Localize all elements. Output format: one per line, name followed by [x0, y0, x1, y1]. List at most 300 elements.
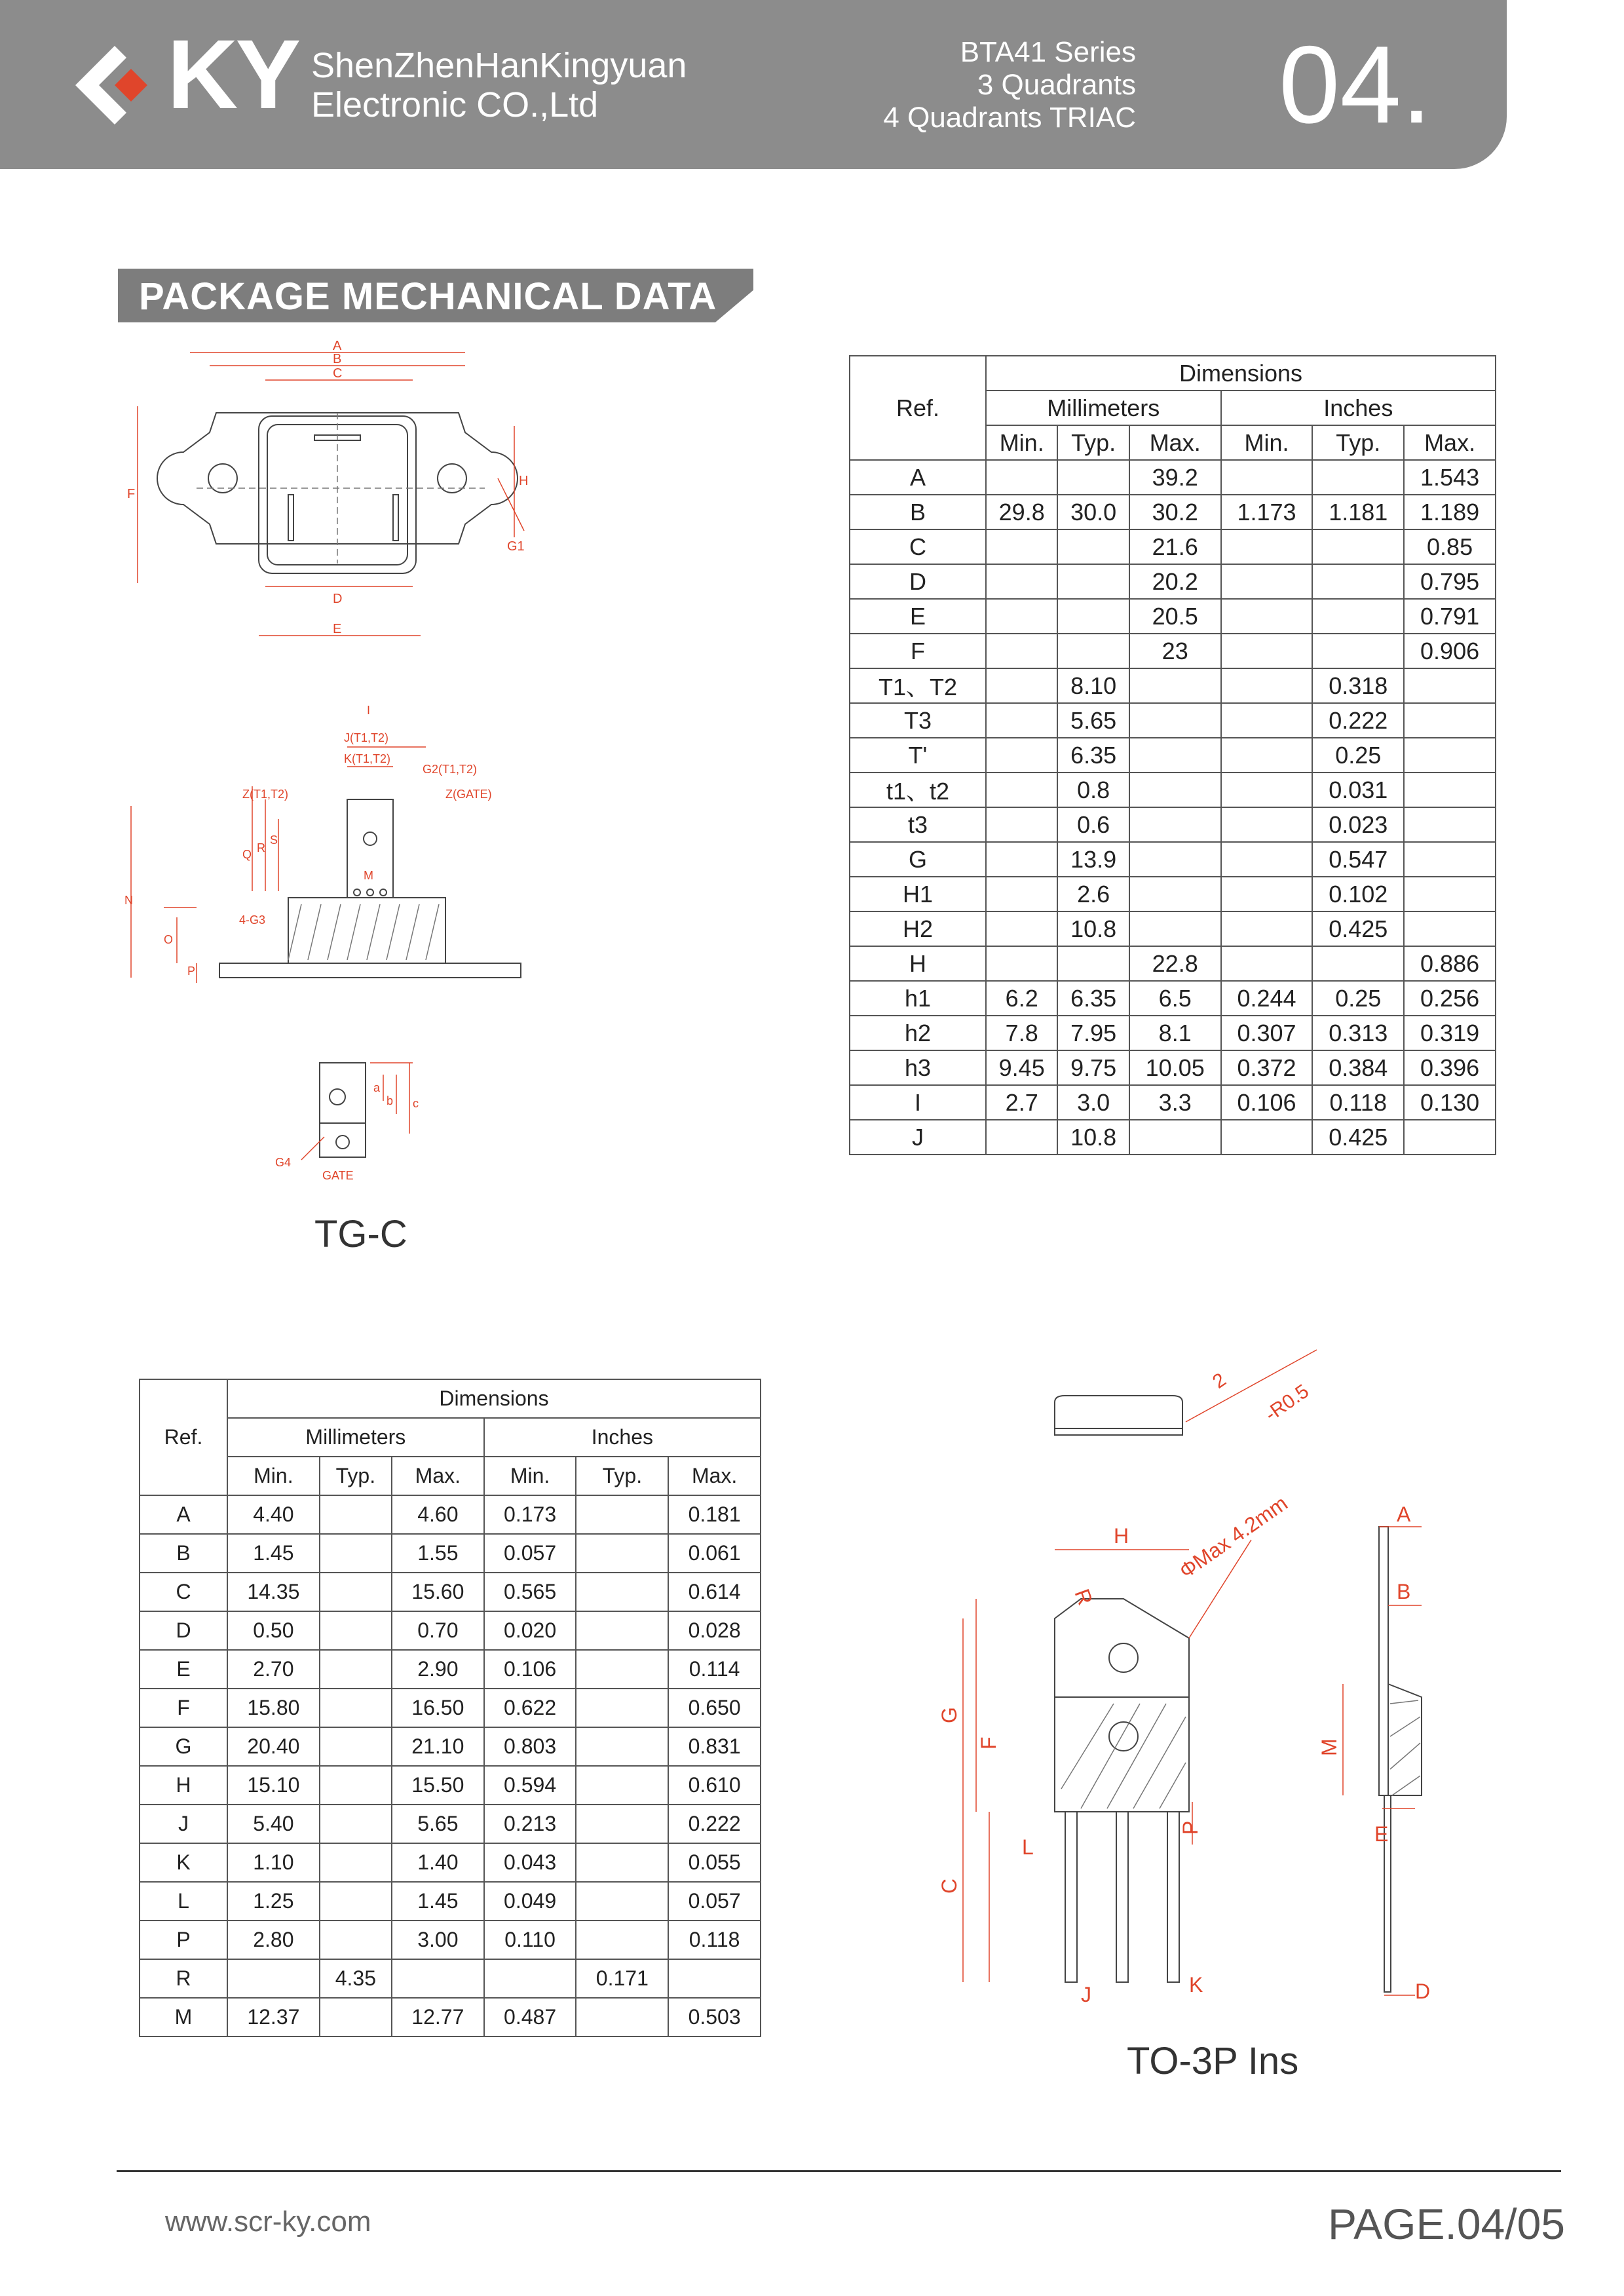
tgc-dim-G4-label: G4 — [275, 1156, 292, 1169]
tgc-dim-A-label: A — [333, 339, 342, 353]
value-cell — [986, 842, 1057, 877]
value-cell — [320, 1689, 392, 1727]
ref-cell: G — [850, 842, 986, 877]
ref-cell: t1、t2 — [850, 773, 986, 807]
value-cell — [320, 1882, 392, 1921]
tgc-dim-F-label: F — [127, 487, 136, 501]
value-cell: 15.10 — [227, 1766, 320, 1805]
value-cell: 0.50 — [227, 1611, 320, 1650]
col-header: Min. — [484, 1457, 576, 1495]
to3p-dim-M-label: M — [1317, 1738, 1341, 1756]
to3p-package-label: TO-3P Ins — [1127, 2040, 1299, 2082]
table-row — [140, 1650, 761, 1689]
table-row — [850, 495, 1496, 529]
logo-text: KY — [167, 19, 299, 129]
ref-cell: t3 — [850, 807, 986, 842]
footer-divider — [117, 2170, 1561, 2172]
value-cell — [1221, 634, 1313, 668]
value-cell — [1057, 634, 1129, 668]
tgc-dim-J-label: J(T1,T2) — [344, 731, 389, 744]
footer-website: www.scr-ky.com — [165, 2206, 371, 2238]
value-cell: 0.565 — [484, 1573, 576, 1611]
tgc-dim-G1-label: G1 — [507, 539, 525, 554]
value-cell: 0.487 — [484, 1998, 576, 2037]
table-row — [850, 599, 1496, 634]
value-cell: 2.6 — [1057, 877, 1129, 911]
ref-cell: E — [140, 1650, 227, 1689]
series-line1: BTA41 Series — [960, 36, 1136, 68]
value-cell — [320, 1650, 392, 1689]
value-cell — [1221, 946, 1313, 981]
table-row — [850, 564, 1496, 599]
tgc-side-view-drawing — [124, 701, 544, 989]
table-header-row — [850, 356, 1496, 391]
value-cell: 0.222 — [668, 1805, 761, 1843]
to3p-dimension-table — [139, 1379, 761, 2037]
value-cell: 4.40 — [227, 1495, 320, 1534]
value-cell — [1312, 599, 1404, 634]
value-cell — [1221, 842, 1313, 877]
value-cell — [320, 1727, 392, 1766]
table-row — [140, 1843, 761, 1882]
value-cell: 0.102 — [1312, 877, 1404, 911]
value-cell — [1057, 599, 1129, 634]
tgc-dim-b-label: b — [387, 1094, 394, 1107]
value-cell: 39.2 — [1129, 460, 1221, 495]
table-row — [140, 1805, 761, 1843]
tgc-dim-R-label: R — [257, 841, 265, 854]
to3p-dim-D-label: D — [1415, 1980, 1431, 2003]
col-header: Max. — [1404, 425, 1496, 460]
value-cell: 30.0 — [1057, 495, 1129, 529]
ref-cell: D — [850, 564, 986, 599]
value-cell — [1221, 703, 1313, 738]
value-cell: 20.40 — [227, 1727, 320, 1766]
value-cell: 0.425 — [1312, 911, 1404, 946]
table-row — [850, 1016, 1496, 1050]
value-cell: 0.503 — [668, 1998, 761, 2037]
tgc-dim-4G3-label: 4-G3 — [239, 913, 266, 927]
value-cell: 15.60 — [392, 1573, 484, 1611]
col-header: Typ. — [1057, 425, 1129, 460]
value-cell — [1404, 703, 1496, 738]
value-cell: 13.9 — [1057, 842, 1129, 877]
value-cell: 0.213 — [484, 1805, 576, 1843]
table-row — [850, 773, 1496, 807]
value-cell: 0.25 — [1312, 981, 1404, 1016]
value-cell: 1.25 — [227, 1882, 320, 1921]
value-cell: 7.95 — [1057, 1016, 1129, 1050]
value-cell — [576, 1650, 668, 1689]
table-row — [140, 1882, 761, 1921]
value-cell — [1129, 807, 1221, 842]
value-cell: 5.40 — [227, 1805, 320, 1843]
tgc-dim-G2-label: G2(T1,T2) — [423, 763, 478, 776]
ref-cell: A — [140, 1495, 227, 1534]
value-cell — [576, 1727, 668, 1766]
table-row — [850, 946, 1496, 981]
value-cell: 21.6 — [1129, 529, 1221, 564]
ref-cell: A — [850, 460, 986, 495]
ref-cell: C — [140, 1573, 227, 1611]
value-cell: 7.8 — [986, 1016, 1057, 1050]
value-cell: 0.396 — [1404, 1050, 1496, 1085]
value-cell: 0.118 — [1312, 1085, 1404, 1120]
col-header: Max. — [392, 1457, 484, 1495]
value-cell — [576, 1921, 668, 1959]
series-line2: 3 Quadrants — [977, 69, 1136, 101]
header-page-number: 04. — [1279, 23, 1432, 146]
value-cell: 10.8 — [1057, 1120, 1129, 1155]
value-cell: 1.181 — [1312, 495, 1404, 529]
value-cell: 0.061 — [668, 1534, 761, 1573]
value-cell: 15.50 — [392, 1766, 484, 1805]
value-cell — [1129, 738, 1221, 773]
value-cell: 1.173 — [1221, 495, 1313, 529]
tgc-dim-H-label: H — [519, 474, 529, 488]
tgc-gate-label: GATE — [322, 1169, 354, 1182]
value-cell — [1312, 564, 1404, 599]
ref-cell: H — [140, 1766, 227, 1805]
value-cell — [1404, 773, 1496, 807]
value-cell: 1.55 — [392, 1534, 484, 1573]
value-cell — [576, 1573, 668, 1611]
value-cell — [576, 1843, 668, 1882]
value-cell: 0.028 — [668, 1611, 761, 1650]
value-cell: 0.425 — [1312, 1120, 1404, 1155]
to3p-dim-A-label: A — [1397, 1502, 1411, 1526]
value-cell: 0.256 — [1404, 981, 1496, 1016]
value-cell: 30.2 — [1129, 495, 1221, 529]
value-cell: 0.791 — [1404, 599, 1496, 634]
ref-cell: P — [140, 1921, 227, 1959]
value-cell — [986, 773, 1057, 807]
value-cell — [1129, 877, 1221, 911]
page-header — [0, 0, 1507, 169]
table-row — [850, 911, 1496, 946]
ref-cell: h2 — [850, 1016, 986, 1050]
value-cell: 0.8 — [1057, 773, 1129, 807]
table-row — [140, 1534, 761, 1573]
value-cell — [986, 460, 1057, 495]
to3p-top-view-drawing — [1042, 1350, 1343, 1481]
table-row — [850, 668, 1496, 703]
value-cell — [986, 911, 1057, 946]
value-cell: 0.886 — [1404, 946, 1496, 981]
value-cell: 0.020 — [484, 1611, 576, 1650]
col-header: Max. — [1129, 425, 1221, 460]
value-cell — [1404, 1120, 1496, 1155]
value-cell: 0.307 — [1221, 1016, 1313, 1050]
table-row — [850, 877, 1496, 911]
value-cell — [986, 668, 1057, 703]
ref-cell: B — [850, 495, 986, 529]
col-header: Min. — [1221, 425, 1313, 460]
value-cell — [986, 1120, 1057, 1155]
value-cell — [1057, 564, 1129, 599]
tgc-gate-terminal-drawing — [262, 1048, 432, 1186]
ref-cell: T1、T2 — [850, 668, 986, 703]
value-cell — [576, 1534, 668, 1573]
table-row — [850, 1120, 1496, 1155]
value-cell — [576, 1882, 668, 1921]
value-cell: 12.77 — [392, 1998, 484, 2037]
value-cell — [1057, 460, 1129, 495]
value-cell: 0.222 — [1312, 703, 1404, 738]
product-series — [883, 36, 1136, 134]
table-row — [140, 1573, 761, 1611]
value-cell: 1.45 — [227, 1534, 320, 1573]
value-cell: 1.45 — [392, 1882, 484, 1921]
to3p-side-view-drawing — [1317, 1502, 1474, 2005]
value-cell — [668, 1959, 761, 1998]
value-cell — [1312, 634, 1404, 668]
value-cell: 0.614 — [668, 1573, 761, 1611]
value-cell: 4.35 — [320, 1959, 392, 1998]
value-cell — [320, 1921, 392, 1959]
value-cell: 0.043 — [484, 1843, 576, 1882]
value-cell — [1312, 529, 1404, 564]
value-cell: 1.189 — [1404, 495, 1496, 529]
ref-cell: B — [140, 1534, 227, 1573]
value-cell — [320, 1805, 392, 1843]
value-cell: 29.8 — [986, 495, 1057, 529]
value-cell: 0.70 — [392, 1611, 484, 1650]
ref-cell: K — [140, 1843, 227, 1882]
value-cell: 6.35 — [1057, 981, 1129, 1016]
value-cell: 0.650 — [668, 1689, 761, 1727]
value-cell — [1404, 807, 1496, 842]
table-row — [850, 981, 1496, 1016]
value-cell — [320, 1573, 392, 1611]
value-cell — [576, 1611, 668, 1650]
inch-header: Inches — [1221, 391, 1496, 425]
value-cell: 0.057 — [668, 1882, 761, 1921]
value-cell: 20.2 — [1129, 564, 1221, 599]
to3p-dim-B-label: B — [1397, 1580, 1411, 1603]
value-cell — [1404, 911, 1496, 946]
value-cell: 6.2 — [986, 981, 1057, 1016]
tgc-dim-C-label: C — [333, 366, 343, 381]
value-cell: 15.80 — [227, 1689, 320, 1727]
table-row — [140, 1766, 761, 1805]
tgc-package-label: TG-C — [314, 1213, 407, 1255]
value-cell — [1221, 738, 1313, 773]
value-cell: 6.5 — [1129, 981, 1221, 1016]
tgc-dim-a-label: a — [373, 1081, 381, 1094]
value-cell — [576, 1805, 668, 1843]
ref-cell: R — [140, 1959, 227, 1998]
col-header: Max. — [668, 1457, 761, 1495]
inch-header: Inches — [484, 1418, 761, 1457]
value-cell — [1221, 911, 1313, 946]
ref-cell: H2 — [850, 911, 986, 946]
value-cell: 20.5 — [1129, 599, 1221, 634]
value-cell: 0.118 — [668, 1921, 761, 1959]
value-cell: 0.171 — [576, 1959, 668, 1998]
value-cell — [227, 1959, 320, 1998]
tgc-dim-Q-label: Q — [242, 848, 252, 861]
value-cell: 3.0 — [1057, 1085, 1129, 1120]
value-cell — [1404, 877, 1496, 911]
tgc-dim-Z-gate-label: Z(GATE) — [445, 788, 492, 801]
value-cell — [1221, 564, 1313, 599]
tgc-dim-I-label: I — [367, 704, 371, 717]
value-cell: 22.8 — [1129, 946, 1221, 981]
value-cell — [1057, 529, 1129, 564]
value-cell — [1221, 599, 1313, 634]
value-cell — [986, 564, 1057, 599]
company-name-line2: Electronic CO.,Ltd — [311, 85, 599, 124]
value-cell: 14.35 — [227, 1573, 320, 1611]
value-cell — [1221, 529, 1313, 564]
value-cell: 21.10 — [392, 1727, 484, 1766]
value-cell — [1404, 668, 1496, 703]
value-cell — [1129, 703, 1221, 738]
value-cell — [1404, 738, 1496, 773]
mm-header: Millimeters — [227, 1418, 484, 1457]
ref-cell: L — [140, 1882, 227, 1921]
table-row — [850, 634, 1496, 668]
value-cell: 0.318 — [1312, 668, 1404, 703]
to3p-front-view-drawing — [937, 1487, 1350, 2012]
table-row — [850, 738, 1496, 773]
to3p-hole-diameter-label: ΦMax 4.2mm — [1175, 1491, 1292, 1583]
value-cell: 1.40 — [392, 1843, 484, 1882]
value-cell: 0.106 — [1221, 1085, 1313, 1120]
value-cell: 0.6 — [1057, 807, 1129, 842]
value-cell: 0.130 — [1404, 1085, 1496, 1120]
value-cell — [986, 703, 1057, 738]
ref-cell: D — [140, 1611, 227, 1650]
tgc-dim-Z-t1t2-label: Z(T1,T2) — [242, 788, 288, 801]
value-cell: 0.831 — [668, 1727, 761, 1766]
footer-page-number: PAGE.04/05 — [1327, 2200, 1565, 2248]
value-cell: 0.319 — [1404, 1016, 1496, 1050]
value-cell — [986, 877, 1057, 911]
table-row — [850, 1085, 1496, 1120]
value-cell — [986, 738, 1057, 773]
value-cell: 4.60 — [392, 1495, 484, 1534]
ref-cell: T3 — [850, 703, 986, 738]
value-cell: 0.795 — [1404, 564, 1496, 599]
value-cell — [392, 1959, 484, 1998]
section-title: PACKAGE MECHANICAL DATA — [139, 275, 717, 318]
ref-cell: H1 — [850, 877, 986, 911]
value-cell: 2.90 — [392, 1650, 484, 1689]
table-row — [140, 1727, 761, 1766]
to3p-radius-label: -R0.5 — [1261, 1380, 1313, 1426]
tgc-dim-c-label: c — [413, 1097, 419, 1110]
ref-cell: h1 — [850, 981, 986, 1016]
to3p-dim-2-label: 2 — [1209, 1369, 1230, 1393]
table-header-row — [140, 1418, 761, 1457]
value-cell: 16.50 — [392, 1689, 484, 1727]
value-cell: 0.372 — [1221, 1050, 1313, 1085]
table-row — [140, 1495, 761, 1534]
value-cell — [986, 599, 1057, 634]
value-cell — [1057, 946, 1129, 981]
value-cell: 0.85 — [1404, 529, 1496, 564]
tgc-dim-D-label: D — [333, 592, 343, 606]
value-cell — [986, 807, 1057, 842]
dimensions-header: Dimensions — [227, 1379, 761, 1418]
table-row — [140, 1959, 761, 1998]
value-cell: 12.37 — [227, 1998, 320, 2037]
value-cell — [1221, 460, 1313, 495]
value-cell: 0.057 — [484, 1534, 576, 1573]
ref-cell: H — [850, 946, 986, 981]
value-cell: 0.906 — [1404, 634, 1496, 668]
value-cell: 0.049 — [484, 1882, 576, 1921]
value-cell — [1129, 668, 1221, 703]
table-row — [850, 842, 1496, 877]
value-cell: 3.00 — [392, 1921, 484, 1959]
ref-cell: T' — [850, 738, 986, 773]
value-cell — [320, 1495, 392, 1534]
value-cell: 0.594 — [484, 1766, 576, 1805]
value-cell: 0.173 — [484, 1495, 576, 1534]
value-cell: 0.023 — [1312, 807, 1404, 842]
value-cell — [1221, 1120, 1313, 1155]
tgc-top-view-drawing — [118, 341, 563, 642]
col-header: Typ. — [1312, 425, 1404, 460]
value-cell — [576, 1689, 668, 1727]
value-cell: 0.055 — [668, 1843, 761, 1882]
value-cell — [1129, 773, 1221, 807]
value-cell — [1312, 460, 1404, 495]
ref-header: Ref. — [850, 356, 986, 460]
table-row — [850, 1050, 1496, 1085]
to3p-dim-K-label: K — [1189, 1973, 1203, 1997]
tgc-dimension-table — [849, 355, 1496, 1155]
to3p-dim-G-label: G — [937, 1707, 961, 1723]
to3p-dim-E-label: E — [1374, 1822, 1389, 1846]
series-line3: 4 Quadrants TRIAC — [883, 102, 1136, 134]
tgc-dim-M-label: M — [364, 869, 373, 882]
value-cell — [1221, 807, 1313, 842]
value-cell: 0.803 — [484, 1727, 576, 1766]
value-cell — [320, 1534, 392, 1573]
value-cell: 0.181 — [668, 1495, 761, 1534]
value-cell: 5.65 — [392, 1805, 484, 1843]
ref-cell: h3 — [850, 1050, 986, 1085]
value-cell — [576, 1766, 668, 1805]
tgc-dim-N-label: N — [124, 894, 133, 907]
col-header: Min. — [227, 1457, 320, 1495]
ref-cell: E — [850, 599, 986, 634]
col-header: Min. — [986, 425, 1057, 460]
to3p-dim-H-label: H — [1114, 1524, 1129, 1548]
company-logo-icon — [69, 36, 167, 134]
col-header: Typ. — [576, 1457, 668, 1495]
table-subheader-row — [140, 1457, 761, 1495]
value-cell: 9.75 — [1057, 1050, 1129, 1085]
value-cell: 0.313 — [1312, 1016, 1404, 1050]
ref-cell: C — [850, 529, 986, 564]
value-cell: 6.35 — [1057, 738, 1129, 773]
value-cell — [1221, 877, 1313, 911]
value-cell — [1312, 946, 1404, 981]
tgc-dim-P-label: P — [187, 965, 196, 978]
value-cell: 8.1 — [1129, 1016, 1221, 1050]
col-header: Typ. — [320, 1457, 392, 1495]
company-name — [311, 46, 687, 124]
to3p-dim-R-label: R — [1070, 1586, 1098, 1609]
value-cell: 0.610 — [668, 1766, 761, 1805]
ref-cell: F — [850, 634, 986, 668]
table-row — [140, 1611, 761, 1650]
